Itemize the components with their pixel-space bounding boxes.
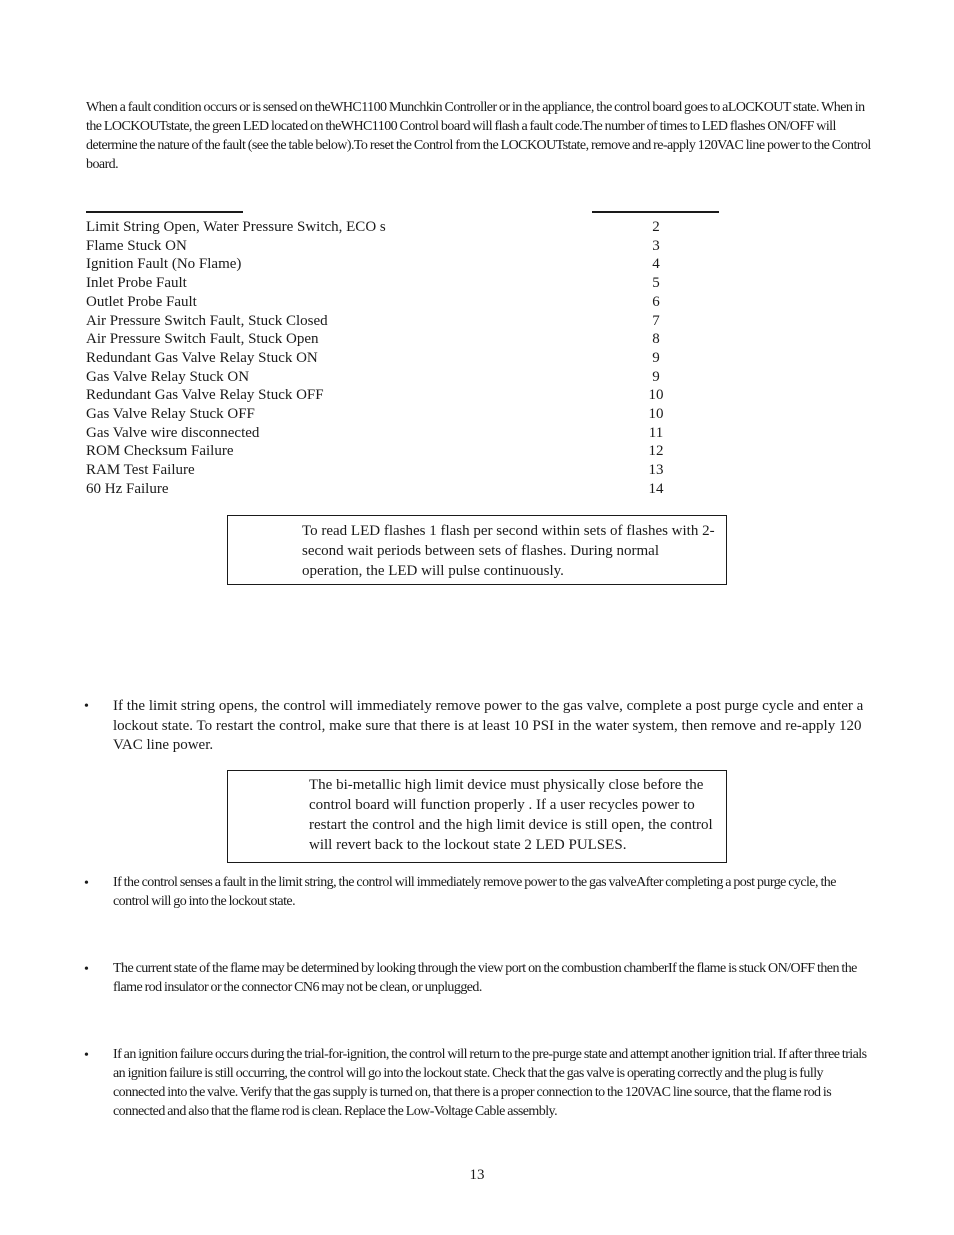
table-row xyxy=(86,480,686,499)
table-row xyxy=(86,330,686,349)
fault-code: 3 xyxy=(652,237,660,254)
intro-paragraph: When a fault condition occurs or is sensed on theWHC1100 Munchkin Controller or in the appliance, the control board goes to aLOCKOUT state. When in the LOCKOUTstate, the green LED located on theWHC1100 Control board will flash a fault code.The number of times to LED flashes ON/OFF will determine the nature of the fault (see the table below).To reset the Control from the LOCKOUTstate, remove and re-apply 120VAC line power to the Control board. xyxy=(86,100,871,172)
table-row xyxy=(86,461,686,480)
fault-code: 10 xyxy=(648,387,664,404)
table-row xyxy=(86,237,686,256)
fault-name: RAM Test Failure xyxy=(86,462,195,479)
fault-name: 60 Hz Failure xyxy=(86,480,169,497)
led-note-text: To read LED flashes 1 flash per second within sets of flashes with 2-second wait periods between sets of flashes. During normal operation, the LED will pulse continuously. xyxy=(302,523,715,579)
table-row xyxy=(86,442,686,461)
table-row xyxy=(86,293,686,312)
bullet-marker: • xyxy=(84,1048,89,1063)
table-row xyxy=(86,274,686,293)
fault-code: 9 xyxy=(652,368,660,385)
led-note-box xyxy=(227,515,727,585)
table-header-rule-left xyxy=(86,211,243,213)
limit-fault-paragraph: If the control senses a fault in the limit string, the control will immediately remove power to the gas valveAfter completing a post purge cycle, the control will go into the lockout state. xyxy=(113,875,836,909)
fault-name: Gas Valve Relay Stuck ON xyxy=(86,368,250,385)
table-row xyxy=(86,386,686,405)
bullet-marker: • xyxy=(84,962,89,977)
table-row xyxy=(86,218,686,237)
fault-name: Inlet Probe Fault xyxy=(86,275,187,292)
fault-code: 5 xyxy=(652,275,660,292)
page-number: 13 xyxy=(469,1167,485,1183)
fault-code: 12 xyxy=(648,443,664,460)
fault-code: 9 xyxy=(652,349,660,366)
fault-code: 6 xyxy=(652,293,660,310)
fault-name: Ignition Fault (No Flame) xyxy=(86,256,242,273)
table-row xyxy=(86,405,686,424)
fault-name: Air Pressure Switch Fault, Stuck Open xyxy=(86,331,319,348)
fault-code: 13 xyxy=(648,462,664,479)
fault-name: ROM Checksum Failure xyxy=(86,443,234,460)
fault-name: Air Pressure Switch Fault, Stuck Closed xyxy=(86,312,328,329)
fault-code: 8 xyxy=(652,331,660,348)
fault-code: 10 xyxy=(648,406,664,422)
table-header-rule-right xyxy=(592,211,719,213)
limit-open-paragraph: If the limit string opens, the control will immediately remove power to the gas valve, complete a post purge cycle and enter a lockout state. To restart the control, make sure that there is at least 10 PSI in the water system, then remove and re-apply 120 VAC line power. xyxy=(113,698,864,753)
table-row xyxy=(86,312,686,331)
flame-state-paragraph: The current state of the flame may be determined by looking through the view port on the combustion chamberIf the flame is stuck ON/OFF then the flame rod insulator or the connector CN6 may not be clean, or unplugged. xyxy=(113,961,857,995)
table-row xyxy=(86,349,686,368)
bullet-marker: • xyxy=(84,876,89,891)
fault-name: Redundant Gas Valve Relay Stuck ON xyxy=(86,349,318,366)
table-row xyxy=(86,424,686,443)
fault-code: 4 xyxy=(652,256,660,273)
fault-name: Gas Valve wire disconnected xyxy=(86,424,260,441)
table-row xyxy=(86,255,686,274)
high-limit-note-box xyxy=(227,770,727,863)
fault-code: 11 xyxy=(648,424,664,441)
ignition-failure-paragraph: If an ignition failure occurs during the trial-for-ignition, the control will return to the pre-purge state and attempt another ignition trial. If after three trials an ignition failure is still occurring, the control will go into the lockout state. Check that the gas valve is operating correctly and the plug is fully connected into the valve. Verify that the gas supply is turned on, that there is a proper connection to the 120VAC line source, that the flame rod is connected and also that the flame rod is clean. Replace the Low-Voltage Cable assembly. xyxy=(113,1047,867,1119)
table-row xyxy=(86,368,686,387)
fault-code: 2 xyxy=(652,219,660,235)
fault-name: Flame Stuck ON xyxy=(86,237,187,254)
fault-code: 14 xyxy=(648,480,664,497)
high-limit-note-text: The bi-metallic high limit device must physically close before the control board will function properly . If a user recycles power to restart the control and the high limit device is still open, the control will revert back to the lockout state 2 LED PULSES. xyxy=(309,777,713,853)
fault-name: Outlet Probe Fault xyxy=(86,293,197,310)
bullet-marker: • xyxy=(84,699,89,714)
fault-name: Redundant Gas Valve Relay Stuck OFF xyxy=(86,387,324,404)
fault-name: Gas Valve Relay Stuck OFF xyxy=(86,406,255,422)
fault-name: Limit String Open, Water Pressure Switch, ECO s xyxy=(86,219,386,235)
fault-code: 7 xyxy=(652,312,660,329)
